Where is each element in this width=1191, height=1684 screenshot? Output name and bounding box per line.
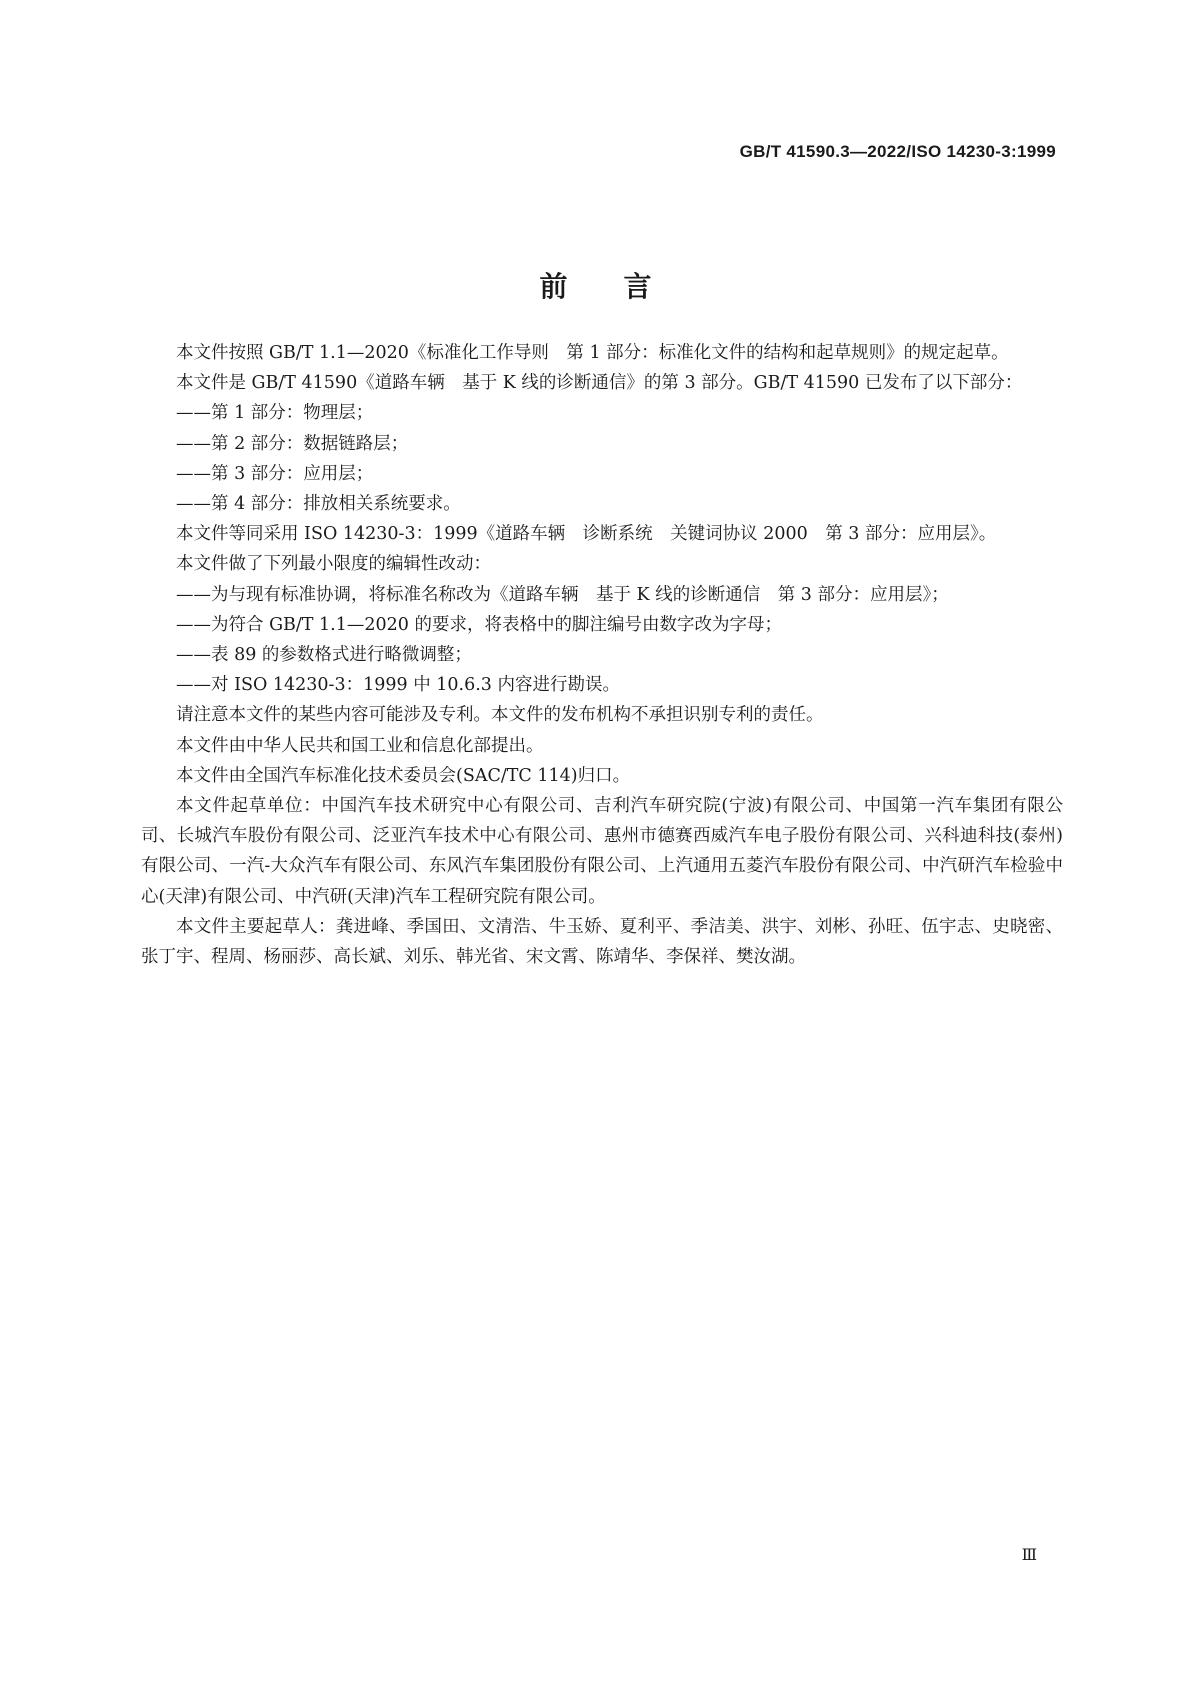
list-item-change-4: ——对 ISO 14230-3：1999 中 10.6.3 内容进行勘误。 — [176, 675, 620, 696]
paragraph-committee: 本文件由全国汽车标准化技术委员会(SAC/TC 114)归口。 — [176, 765, 631, 786]
list-item-part-1: ——第 1 部分：物理层； — [176, 403, 374, 424]
paragraph-adoption: 本文件等同采用 ISO 14230-3：1999《道路车辆 诊断系统 关键词协议 2000 第 3 部分：应用层》。 — [176, 524, 997, 545]
paragraph-editorial-changes: 本文件做了下列最小限度的编辑性改动： — [176, 554, 491, 575]
standard-number: GB/T 41590.3—2022/ISO 14230-3:1999 — [739, 142, 1056, 161]
paragraph-drafting-rules: 本文件按照 GB/T 1.1—2020《标准化工作导则 第 1 部分：标准化文件的结构和起草规则》的规定起草。 — [176, 343, 1009, 363]
paragraph-patent-notice: 请注意本文件的某些内容可能涉及专利。本文件的发布机构不承担识别专利的责任。 — [176, 705, 824, 726]
list-item-change-3: ——表 89 的参数格式进行略微调整； — [176, 645, 472, 666]
page-title: 前言 — [539, 269, 708, 303]
paragraph-series-intro: 本文件是 GB/T 41590《道路车辆 基于 K 线的诊断通信》的第 3 部分。GB/T 41590 已发布了以下部分： — [176, 373, 1023, 394]
paragraph-drafting-units: 本文件起草单位：中国汽车技术研究中心有限公司、吉利汽车研究院(宁波)有限公司、中国第一汽车集团有限公司、长城汽车股份有限公司、泛亚汽车技术中心有限公司、惠州市德赛西威汽车电子股份有限公司、兴科迪科技(泰州)有限公司、一汽-大众汽车有限公司、东风汽车集团股份有限公司、上汽通用五菱汽车股份有限公司、中汽研汽车检验中心(天津)有限公司、中汽研(天津)汽车工程研究院有限公司。 — [141, 796, 1063, 907]
list-item-part-3: ——第 3 部分：应用层； — [176, 463, 374, 484]
list-item-part-2: ——第 2 部分：数据链路层； — [176, 433, 409, 454]
foreword-body — [141, 338, 1063, 972]
page-number: Ⅲ — [1021, 1545, 1037, 1564]
list-item-part-4: ——第 4 部分：排放相关系统要求。 — [176, 494, 461, 515]
list-item-change-2: ——为符合 GB/T 1.1—2020 的要求，将表格中的脚注编号由数字改为字母； — [176, 614, 782, 635]
list-item-change-1: ——为与现有标准协调，将标准名称改为《道路车辆 基于 K 线的诊断通信 第 3 部分：应用层》； — [176, 584, 949, 605]
paragraph-drafters: 本文件主要起草人：龚进峰、季国田、文清浩、牛玉娇、夏利平、季洁美、洪宇、刘彬、孙旺、伍宇志、史晓密、张丁宇、程周、杨丽莎、高长斌、刘乐、韩光省、宋文霄、陈靖华、李保祥、樊汝湖。 — [141, 916, 1063, 968]
paragraph-proposer: 本文件由中华人民共和国工业和信息化部提出。 — [176, 735, 544, 756]
